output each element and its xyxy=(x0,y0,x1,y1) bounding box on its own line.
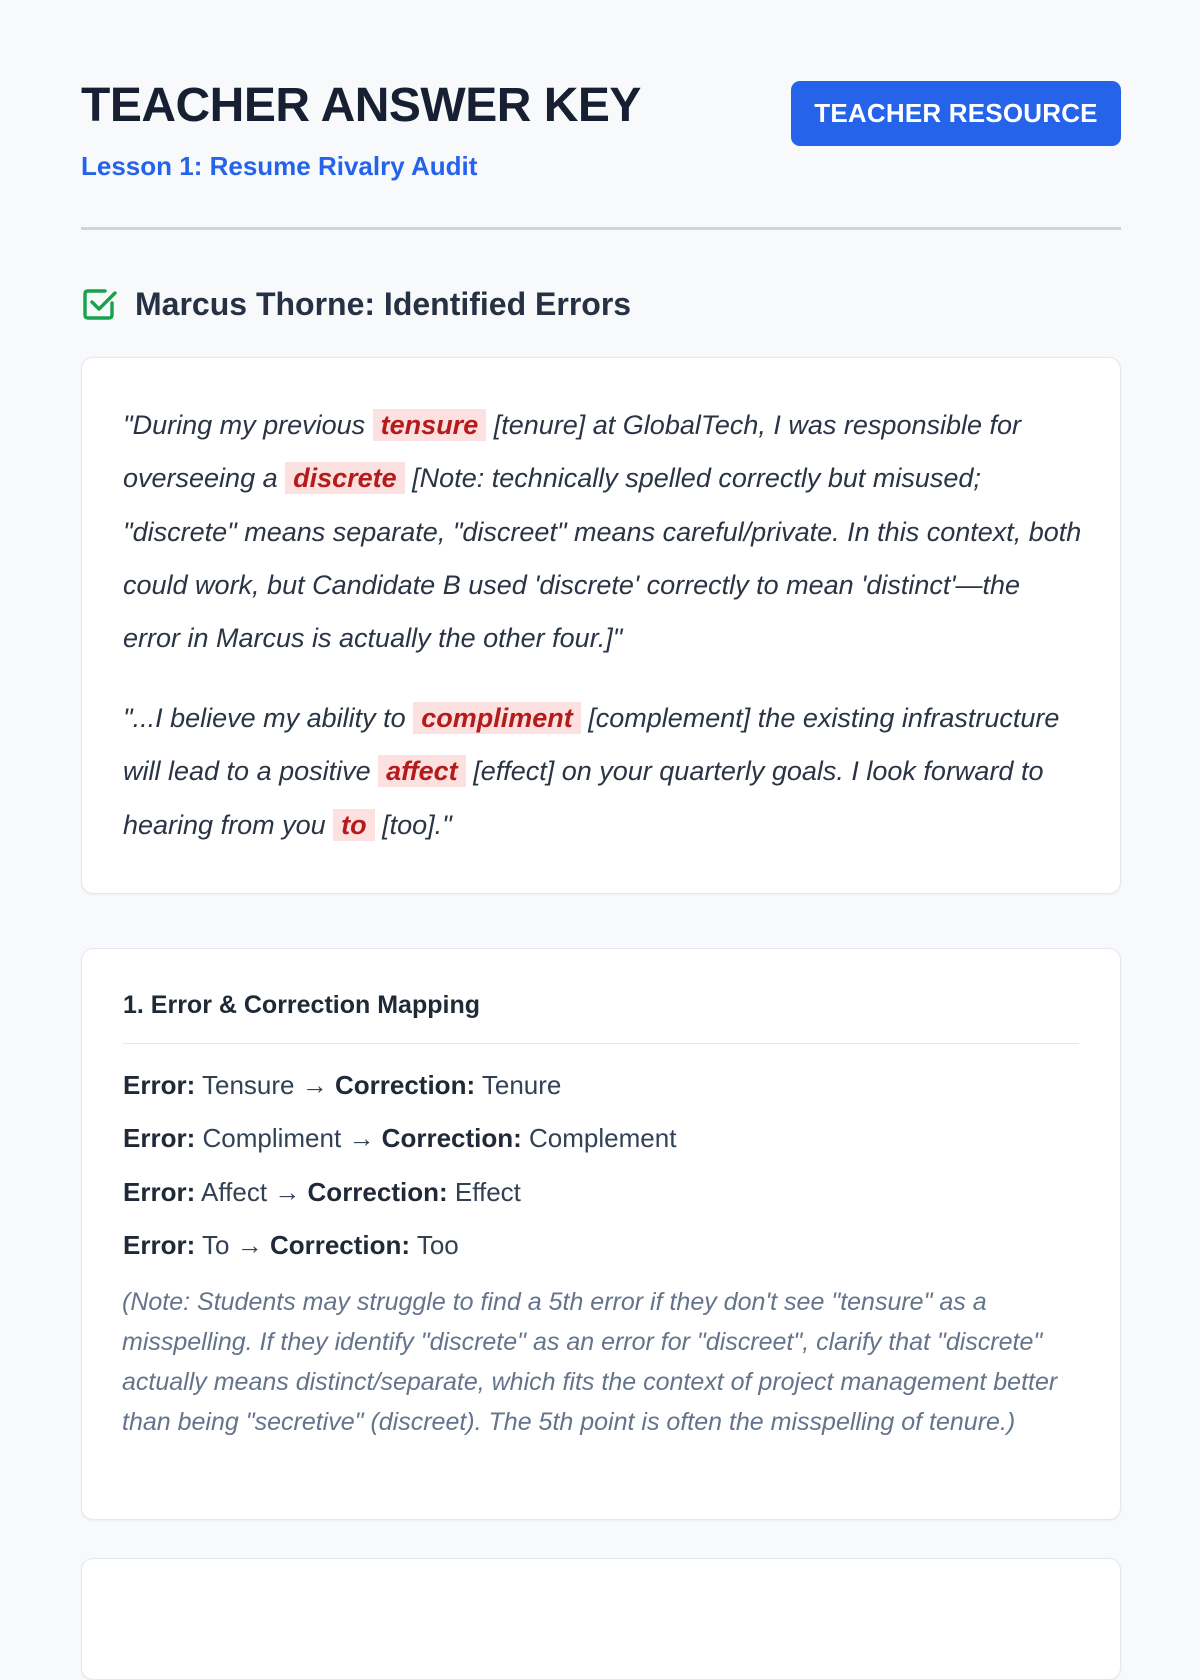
mapping-row xyxy=(123,1123,676,1176)
quote-text: [complement] the existing infrastructure will lead to a positive xyxy=(123,703,1060,787)
next-section-card xyxy=(81,1558,1121,1680)
section-title: Marcus Thorne: Identified Errors xyxy=(135,285,632,322)
page-title: TEACHER ANSWER KEY xyxy=(81,79,641,132)
error-label: Error: xyxy=(123,1176,196,1207)
cover-letter-quote-1 xyxy=(123,399,1083,665)
checkbox-checked-icon xyxy=(81,285,119,323)
cover-letter-quote-2 xyxy=(123,692,1083,852)
mapping-title: 1. Error & Correction Mapping xyxy=(123,991,480,1019)
correction-label: Correction: xyxy=(334,1070,476,1100)
error-label: Error: xyxy=(123,1070,196,1100)
correction-word: Too xyxy=(416,1229,459,1260)
mapping-divider xyxy=(123,1043,1079,1044)
quote-text: [too]." xyxy=(374,809,452,840)
arrow: → xyxy=(348,1123,375,1154)
arrow: → xyxy=(274,1176,301,1207)
quote-text: [tenure] at GlobalTech, I was responsible for overseeing a xyxy=(123,410,1022,494)
mapping-row xyxy=(123,1230,676,1283)
error-word: Tensure xyxy=(202,1070,295,1100)
correction-word: Effect xyxy=(454,1176,521,1207)
mapping-list xyxy=(123,1070,676,1283)
error-label: Error: xyxy=(123,1123,196,1154)
correction-word: Complement xyxy=(529,1123,677,1154)
correction-label: Correction: xyxy=(307,1176,448,1207)
error-word: Affect xyxy=(201,1176,268,1207)
mapping-row xyxy=(123,1070,676,1123)
section-heading xyxy=(81,285,631,323)
error-highlight: tensure xyxy=(373,409,487,441)
error-word: Compliment xyxy=(202,1123,342,1154)
correction-label: Correction: xyxy=(381,1123,522,1154)
arrow: → xyxy=(236,1229,263,1260)
quote-text: "...I believe my ability to xyxy=(123,703,414,733)
teacher-note: (Note: Students may struggle to find a 5th error if they don't see "tensure" as a misspelling. If they identify "discrete" as an error for "discreet", clarify that "discrete" actually means distinct/separate, which fits the context of project management better than being "secretive" (discreet). The 5th point is often the misspelling of tenure.) xyxy=(122,1288,1058,1436)
quote-text: "During my previous xyxy=(123,410,373,440)
quote-text: [effect] on your quarterly goals. I look forward to hearing from you xyxy=(123,756,1044,840)
teacher-resource-badge: TEACHER RESOURCE xyxy=(791,81,1121,146)
quote-text: [Note: technically spelled correctly but misused; "discrete" means separate, "discreet" means careful/private. In this context, both could work, but Candidate B used 'discrete' correctly to mean 'distinct'—the error in Marcus is actually the other four.]" xyxy=(123,463,1082,654)
answer-key-page xyxy=(81,0,1121,1436)
correction-word: Tenure xyxy=(481,1070,562,1100)
error-highlight: compliment xyxy=(413,702,581,734)
error-word: To xyxy=(202,1229,230,1260)
error-highlight: discrete xyxy=(285,462,405,494)
page-header xyxy=(81,0,1121,230)
mapping-row xyxy=(123,1177,676,1230)
lesson-subtitle: Lesson 1: Resume Rivalry Audit xyxy=(81,151,478,181)
error-label: Error: xyxy=(123,1229,196,1260)
arrow: → xyxy=(301,1070,328,1100)
correction-label: Correction: xyxy=(269,1229,411,1260)
error-highlight: affect xyxy=(378,755,466,787)
header-divider xyxy=(81,227,1121,230)
error-highlight: to xyxy=(333,809,374,841)
